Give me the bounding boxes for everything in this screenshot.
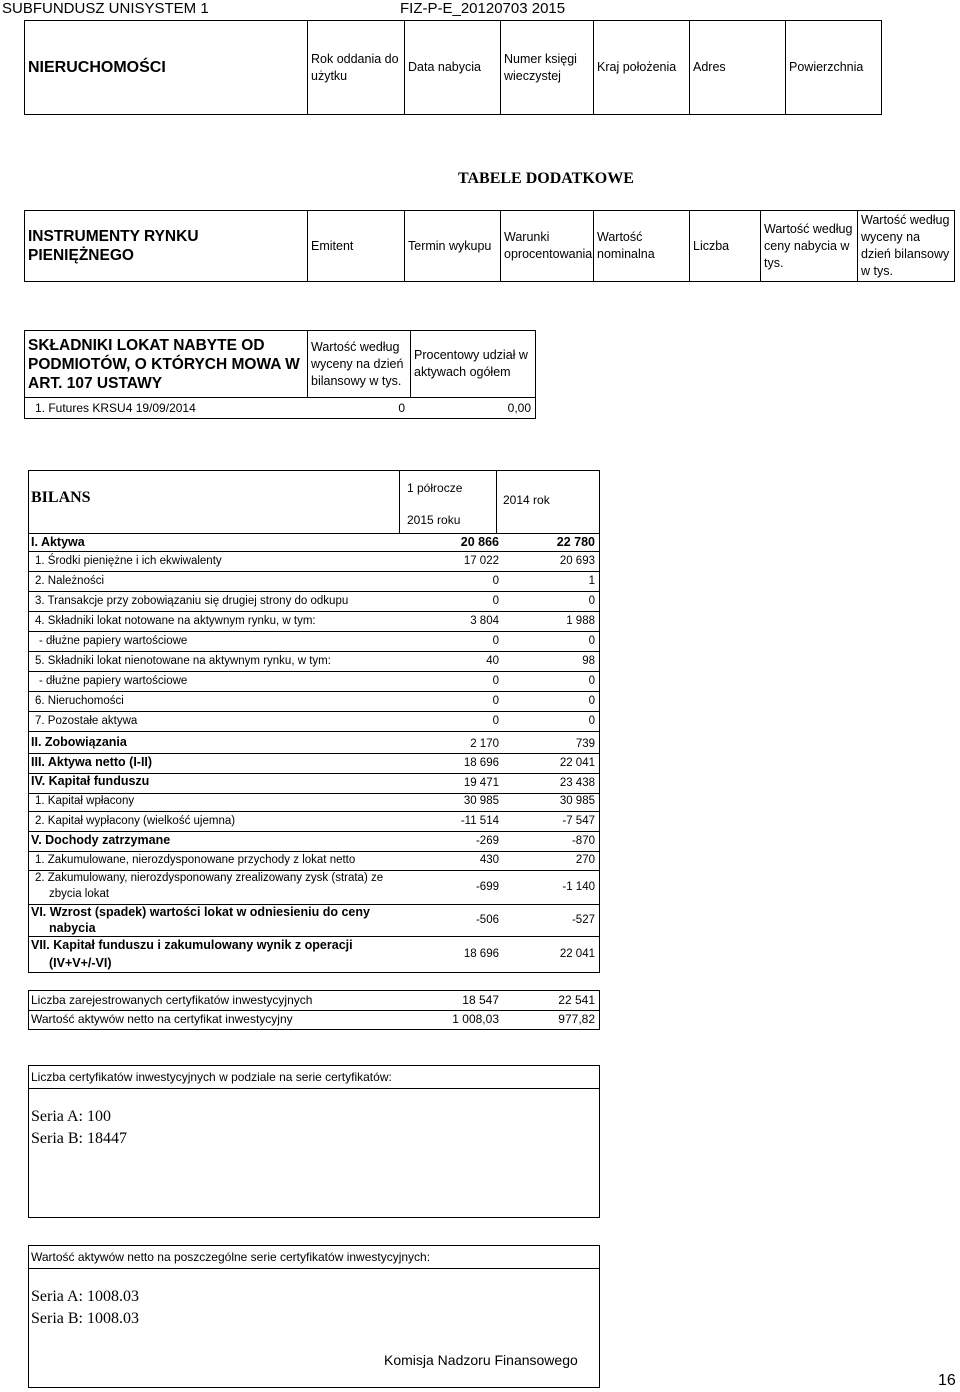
row-label: - dłużne papiery wartościowe	[39, 635, 188, 647]
liczba-serie-title: Liczba certyfikatów inwestycyjnych w podziale na serie certyfikatów:	[31, 1070, 392, 1084]
cert-row-label: Wartość aktywów netto na certyfikat inwestycyjny	[31, 1012, 293, 1026]
row-v1: 0	[492, 675, 499, 687]
row-label: 7. Pozostałe aktywa	[35, 715, 138, 727]
cert-row-v2: 22 541	[558, 993, 595, 1007]
row-divider	[29, 936, 599, 937]
col-data-nabycia: Data nabycia	[404, 20, 501, 115]
row-label-line1: VII. Kapitał funduszu i zakumulowany wynik z operacji	[31, 938, 353, 952]
row-label-line2: zbycia lokat	[49, 888, 110, 900]
cert-row-v1: 1 008,03	[452, 1012, 499, 1026]
col-warunki: Warunki oprocentowania	[500, 210, 594, 282]
row-v2: 0	[588, 675, 595, 687]
row-divider	[29, 1010, 599, 1011]
row-v1: 19 471	[463, 777, 499, 789]
bilans-table	[28, 470, 600, 973]
row-v2: 22 780	[556, 535, 595, 549]
skladniki-row-v2: 0,00	[507, 400, 531, 415]
cert-row-label: Liczba zarejestrowanych certyfikatów inwestycyjnych	[31, 993, 313, 1007]
instrumenty-title: INSTRUMENTY RYNKU PIENIĘŻNEGO	[24, 210, 308, 282]
row-v2: 739	[575, 738, 595, 750]
row-v2: 0	[588, 635, 595, 647]
row-v2: 23 438	[559, 777, 595, 789]
row-label: 1. Środki pieniężne i ich ekwiwalenty	[35, 555, 222, 567]
wartosc-seria-a: Seria A: 1008.03	[31, 1288, 139, 1305]
skladniki-col-wartosc: Wartość według wyceny na dzień bilansowy w tys.	[307, 330, 411, 398]
row-divider	[29, 811, 599, 812]
row-divider	[29, 1268, 599, 1269]
nieruchomosci-title: NIERUCHOMOŚCI	[24, 20, 308, 115]
row-label: II. Zobowiązania	[31, 735, 127, 749]
row-label: III. Aktywa netto (I-II)	[31, 755, 153, 769]
row-label-line2: (IV+V+/-VI)	[49, 956, 112, 970]
row-v1: 17 022	[463, 555, 499, 567]
page-number: 16	[938, 1372, 956, 1389]
row-v2: 98	[582, 655, 595, 667]
bilans-col2: 2014 rok	[503, 493, 550, 507]
row-v1: -11 514	[460, 815, 499, 827]
row-divider	[29, 691, 599, 692]
row-divider	[29, 793, 599, 794]
row-v2: 270	[575, 854, 595, 866]
row-divider	[29, 1088, 599, 1089]
row-label: 6. Nieruchomości	[35, 695, 124, 707]
col-cena-nabycia: Wartość według ceny nabycia w tys.	[760, 210, 858, 282]
row-divider	[29, 631, 599, 632]
fund-code: FIZ-P-E_20120703 2015	[400, 0, 566, 17]
row-v2: 20 693	[559, 555, 595, 567]
row-v1: 2 170	[470, 738, 499, 750]
col-wycena: Wartość według wyceny na dzień bilansowy w tys.	[857, 210, 955, 282]
col-termin: Termin wykupu	[404, 210, 501, 282]
certyfikaty-table	[28, 990, 600, 1030]
bilans-col1a: 1 półrocze	[407, 481, 463, 495]
row-divider	[29, 551, 599, 552]
row-v1: 0	[492, 695, 499, 707]
liczba-seria-a: Seria A: 100	[31, 1108, 111, 1125]
bilans-col-divider	[399, 471, 400, 533]
row-v2: -870	[571, 835, 595, 847]
col-powierzchnia: Powierzchnia	[785, 20, 882, 115]
col-numer-ksiegi: Numer księgi wieczystej	[500, 20, 594, 115]
row-label-line1: VI. Wzrost (spadek) wartości lokat w odniesieniu do ceny	[31, 905, 370, 919]
row-divider	[29, 711, 599, 712]
row-v2: 1 988	[566, 615, 595, 627]
col-adres: Adres	[689, 20, 786, 115]
row-v1: -699	[475, 881, 499, 893]
bilans-col1b: 2015 roku	[407, 513, 461, 527]
row-divider	[29, 831, 599, 832]
row-divider	[29, 651, 599, 652]
col-liczba: Liczba	[689, 210, 761, 282]
bilans-col-divider-2	[496, 471, 497, 533]
row-label: 1. Zakumulowane, nierozdysponowane przychody z lokat netto	[35, 854, 356, 866]
row-label: 1. Kapitał wpłacony	[35, 795, 135, 807]
col-kraj: Kraj położenia	[593, 20, 690, 115]
row-label: 2. Należności	[35, 575, 105, 587]
row-v2: 0	[588, 695, 595, 707]
row-divider	[29, 851, 599, 852]
row-label: IV. Kapitał funduszu	[31, 774, 150, 788]
col-wartosc-nominalna: Wartość nominalna	[593, 210, 690, 282]
row-divider	[29, 753, 599, 754]
row-v1: 3 804	[470, 615, 499, 627]
row-v2: 22 041	[559, 757, 595, 769]
row-label: 4. Składniki lokat notowane na aktywnym rynku, w tym:	[35, 615, 316, 627]
row-divider	[29, 671, 599, 672]
fund-name: SUBFUNDUSZ UNISYSTEM 1	[2, 0, 209, 17]
cert-row-v2: 977,82	[558, 1012, 595, 1026]
row-v1: 0	[492, 715, 499, 727]
row-v2: -7 547	[562, 815, 595, 827]
liczba-seria-b: Seria B: 18447	[31, 1130, 127, 1147]
col-rok-oddania: Rok oddania do użytku	[307, 20, 405, 115]
row-label-line2: nabycia	[49, 921, 96, 935]
row-v1: -269	[475, 835, 499, 847]
row-divider	[29, 611, 599, 612]
skladniki-row-label: 1. Futures KRSU4 19/09/2014	[35, 400, 196, 415]
col-emitent: Emitent	[307, 210, 405, 282]
cert-row-v1: 18 547	[462, 993, 499, 1007]
row-label: 2. Kapitał wypłacony (wielkość ujemna)	[35, 815, 236, 827]
row-v2: 1	[588, 575, 595, 587]
row-v1: -506	[475, 914, 499, 926]
row-label: - dłużne papiery wartościowe	[39, 675, 188, 687]
row-v2: -1 140	[562, 881, 595, 893]
skladniki-row	[24, 397, 536, 419]
row-v1: 30 985	[463, 795, 499, 807]
tabele-dodatkowe-title: TABELE DODATKOWE	[458, 170, 634, 187]
row-v1: 18 696	[463, 757, 499, 769]
row-v2: 0	[588, 595, 595, 607]
bilans-header-divider	[29, 533, 599, 534]
row-label: 3. Transakcje przy zobowiązaniu się drugiej strony do odkupu	[35, 595, 349, 607]
skladniki-col-procent: Procentowy udział w aktywach ogółem	[410, 330, 536, 398]
row-label-line1: 2. Zakumulowany, nierozdysponowany zrealizowany zysk (strata) ze	[35, 872, 384, 884]
row-v1: 40	[486, 655, 499, 667]
row-v1: 20 866	[460, 535, 499, 549]
row-v2: 0	[588, 715, 595, 727]
row-divider	[29, 731, 599, 732]
liczba-serie-box	[28, 1065, 600, 1218]
wartosc-seria-b: Seria B: 1008.03	[31, 1310, 139, 1327]
row-divider	[29, 870, 599, 871]
row-divider	[29, 591, 599, 592]
row-v1: 430	[479, 854, 499, 866]
row-v2: 30 985	[559, 795, 595, 807]
row-v1: 18 696	[463, 948, 499, 960]
footer-text: Komisja Nadzoru Finansowego	[384, 1352, 578, 1368]
row-label: 5. Składniki lokat nienotowane na aktywnym rynku, w tym:	[35, 655, 331, 667]
row-v1: 0	[492, 595, 499, 607]
row-v1: 0	[492, 575, 499, 587]
wartosc-serie-title: Wartość aktywów netto na poszczególne serie certyfikatów inwestycyjnych:	[31, 1250, 431, 1264]
row-divider	[29, 571, 599, 572]
skladniki-row-v1: 0	[398, 400, 405, 415]
bilans-title: BILANS	[31, 489, 91, 506]
skladniki-title: SKŁADNIKI LOKAT NABYTE OD PODMIOTÓW, O KTÓRYCH MOWA W ART. 107 USTAWY	[24, 330, 308, 398]
row-v2: 22 041	[559, 948, 595, 960]
row-v2: -527	[571, 914, 595, 926]
row-label: I. Aktywa	[31, 535, 85, 549]
row-label: V. Dochody zatrzymane	[31, 833, 171, 847]
row-v1: 0	[492, 635, 499, 647]
